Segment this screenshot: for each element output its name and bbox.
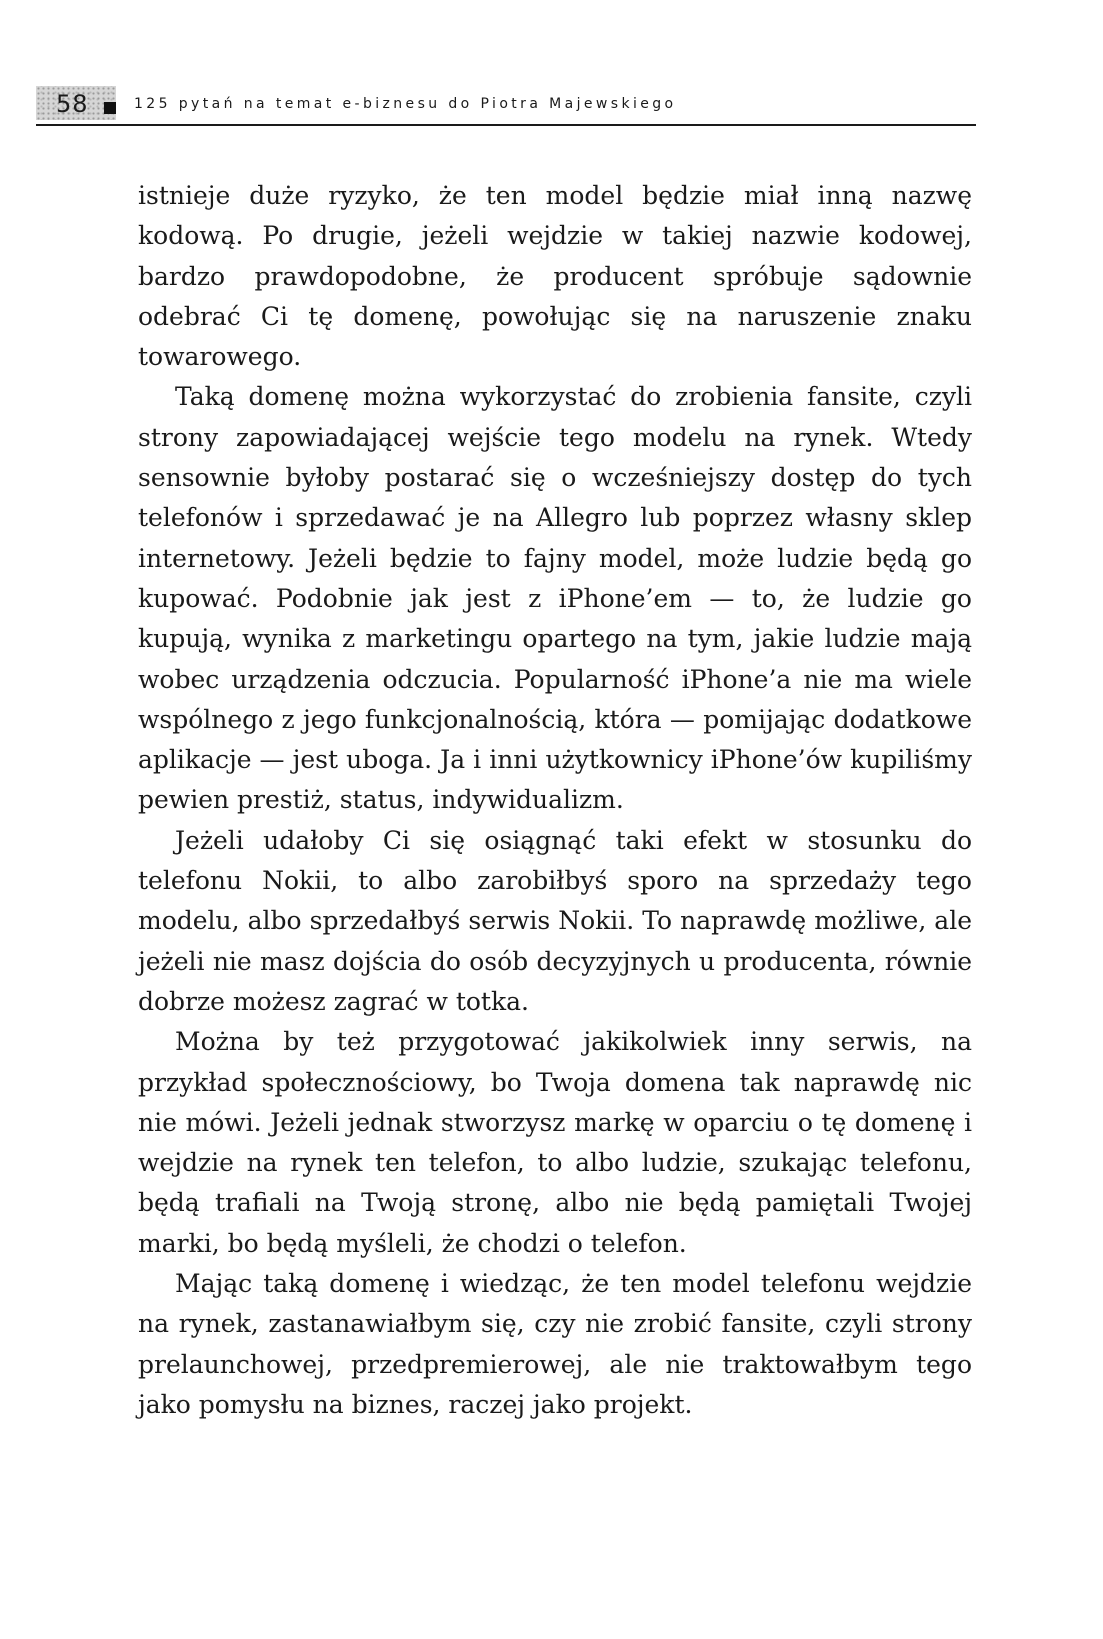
square-bullet-mark (104, 102, 116, 114)
page-number: 58 (56, 90, 89, 118)
paragraph-3: Jeżeli udałoby Ci się osiągnąć taki efekt w stosunku do telefonu Nokii, to albo zarobiłbyś sporo na sprzedaży tego modelu, albo sprzedałbyś serwis Nokii. To naprawdę możliwe, ale jeżeli nie masz dojścia do osób decyzyjnych u producenta, równie dobrze możesz zagrać w totka. (138, 825, 972, 1016)
body-text (138, 176, 972, 1425)
paragraph-5: Mając taką domenę i wiedząc, że ten model telefonu wejdzie na rynek, zastanawiałbym się, czy nie zrobić fansite, czyli strony prelaunchowej, przedpremierowej, ale nie traktowałbym tego jako pomysłu na biznes, raczej jako projekt. (138, 1269, 972, 1419)
paragraph-1: istnieje duże ryzyko, że ten model będzie miał inną nazwę kodową. Po drugie, jeżeli wejdzie w takiej nazwie kodowej, bardzo prawdopodobne, że producent spróbuje sądownie odebrać Ci tę domenę, powołując się na naruszenie znaku towarowego. (138, 181, 972, 372)
paragraph-4: Można by też przygotować jakikolwiek inny serwis, na przykład społecznościowy, bo Twoja domena tak naprawdę nic nie mówi. Jeżeli jednak stworzysz markę w oparciu o tę domenę i wejdzie na rynek ten telefon, to albo ludzie, szukając telefonu, będą trafiali na Twoją stronę, albo nie będą pamiętali Twojej marki, bo będą myśleli, że chodzi o telefon. (138, 1027, 972, 1258)
page-header (36, 82, 976, 128)
header-rule (36, 124, 976, 126)
running-title: 125 pytań na temat e-biznesu do Piotra Majewskiego (134, 96, 677, 112)
paragraph-2: Taką domenę można wykorzystać do zrobienia fansite, czyli strony zapowiadającej wejście tego modelu na rynek. Wtedy sensownie byłoby postarać się o wcześniejszy dostęp do tych telefonów i sprzedawać je na Allegro lub poprzez własny sklep internetowy. Jeżeli będzie to fajny model, może ludzie będą go kupować. Podobnie jak jest z iPhone’em — to, że ludzie go kupują, wynika z marketingu opartego na tym, jakie ludzie mają wobec urządzenia odczucia. Popularność iPhone’a nie ma wiele wspólnego z jego funkcjonalnością, która — pomijając dodatkowe aplikacje — jest uboga. Ja i inni użytkownicy iPhone’ów kupiliśmy pewien prestiż, status, indywidualizm. (138, 382, 972, 815)
